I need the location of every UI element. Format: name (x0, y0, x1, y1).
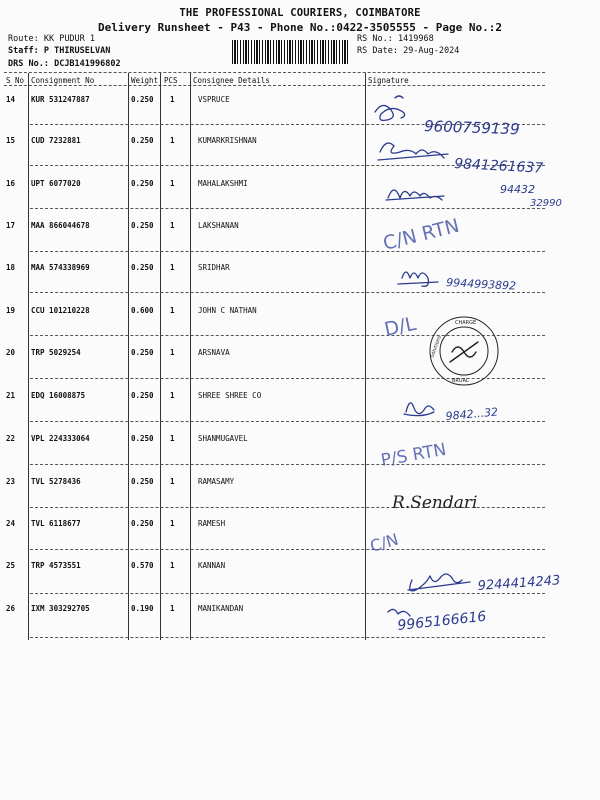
row-consignee: SHREE SHREE CO (198, 391, 262, 400)
row-consignee: SHANMUGAVEL (198, 434, 248, 443)
rs-number-label: RS No.: (357, 34, 393, 44)
rs-date-value: 29-Aug-2024 (403, 46, 460, 56)
row-weight: 0.190 (131, 604, 154, 613)
handwritten-phone: 9842...32 (445, 405, 499, 423)
row-consignee: JOHN C NATHAN (198, 306, 257, 315)
row-consignment-no: TVL 5278436 (31, 477, 81, 486)
col-header-consignment: Consignment No (31, 76, 95, 85)
stamp-text: CHARGE (455, 320, 477, 326)
row-weight: 0.250 (131, 136, 154, 145)
row-consignment-no: CCU 101210228 (31, 306, 90, 315)
handwritten-phone: 9841261637 (453, 156, 544, 177)
row-consignee: KUMARKRISHNAN (198, 136, 257, 145)
row-consignment-no: IXM 303292705 (31, 604, 90, 613)
row-sno: 20 (6, 348, 16, 357)
signature-scribble (386, 190, 444, 200)
row-pcs: 1 (170, 561, 175, 570)
row-pcs: 1 (170, 179, 175, 188)
row-sno: 21 (6, 391, 16, 400)
signature-scribble (378, 143, 448, 160)
drs-label: DRS No.: (8, 59, 49, 69)
signature-scribble (408, 574, 470, 591)
row-weight: 0.250 (131, 391, 154, 400)
stamp-text: BRUAL (452, 378, 469, 384)
row-consignee: ARSNAVA (198, 348, 230, 357)
rs-date-label: RS Date: (357, 46, 398, 56)
row-consignment-no: TRP 4573551 (31, 561, 81, 570)
row-sno: 18 (6, 263, 16, 272)
handwritten-phone: 94432 (500, 183, 535, 196)
row-pcs: 1 (170, 348, 175, 357)
handwritten-phone: 9965166616 (396, 608, 488, 634)
row-sno: 25 (6, 561, 16, 570)
row-consignment-no: MAA 866044678 (31, 221, 90, 230)
row-sno: 24 (6, 519, 16, 528)
runsheet-subtitle: Delivery Runsheet - P43 - Phone No.:0422-3505555 - Page No.:2 (98, 21, 502, 34)
row-sno: 14 (6, 95, 16, 104)
drs-value: DCJB141996802 (54, 59, 121, 69)
row-pcs: 1 (170, 221, 175, 230)
route-value: KK PUDUR 1 (43, 34, 96, 44)
row-weight: 0.250 (131, 263, 154, 272)
row-consignment-no: MAA 574338969 (31, 263, 90, 272)
signature-scribble (398, 272, 438, 286)
handwritten-phone: 9944993892 (445, 276, 517, 293)
row-sno: 23 (6, 477, 16, 486)
row-sno: 16 (6, 179, 16, 188)
handwritten-note: D/L (382, 312, 418, 341)
handwritten-phone: 9600759139 (423, 117, 520, 139)
row-weight: 0.250 (131, 179, 154, 188)
row-consignment-no: TRP 5029254 (31, 348, 81, 357)
handwritten-note: C/N RTN (380, 214, 462, 255)
handwritten-note: P/S RTN (379, 439, 448, 471)
row-weight: 0.570 (131, 561, 154, 570)
row-consignment-no: EDQ 16008875 (31, 391, 86, 400)
row-weight: 0.250 (131, 519, 154, 528)
stamp-text: Solutions (429, 335, 443, 359)
row-weight: 0.250 (131, 221, 154, 230)
route-label: Route: (8, 34, 39, 44)
row-pcs: 1 (170, 604, 175, 613)
row-pcs: 1 (170, 95, 175, 104)
row-pcs: 1 (170, 306, 175, 315)
row-weight: 0.600 (131, 306, 154, 315)
row-consignment-no: TVL 6118677 (31, 519, 81, 528)
row-consignment-no: KUR 531247887 (31, 95, 90, 104)
col-header-pcs: PCS (164, 76, 178, 85)
col-header-weight: Weight (131, 76, 159, 85)
row-consignee: RAMASAMY (198, 477, 235, 486)
row-consignee: VSPRUCE (198, 95, 230, 104)
handwritten-note: C/N (367, 529, 401, 556)
row-pcs: 1 (170, 477, 175, 486)
staff-value: P THIRUSELVAN (43, 46, 111, 56)
row-pcs: 1 (170, 434, 175, 443)
row-consignee: KANNAN (198, 561, 226, 570)
row-consignee: SRIDHAR (198, 263, 230, 272)
row-consignee: RAMESH (198, 519, 226, 528)
handwritten-name: R.Sendari (392, 493, 478, 513)
col-header-sno: S No (6, 76, 25, 85)
row-consignee: MAHALAKSHMI (198, 179, 248, 188)
stamp (430, 317, 498, 385)
row-sno: 22 (6, 434, 16, 443)
row-consignee: MANIKANDAN (198, 604, 244, 613)
signature-scribble (388, 609, 410, 616)
row-sno: 15 (6, 136, 16, 145)
row-consignee: LAKSHANAN (198, 221, 239, 230)
row-sno: 26 (6, 604, 16, 613)
company-title: THE PROFESSIONAL COURIERS, COIMBATORE (179, 7, 421, 19)
row-sno: 19 (6, 306, 16, 315)
row-consignment-no: VPL 224333064 (31, 434, 90, 443)
col-header-signature: Signature (368, 76, 409, 85)
row-pcs: 1 (170, 519, 175, 528)
col-header-consignee: Consignee Details (193, 76, 270, 85)
handwritten-phone: 9244414243 (477, 573, 561, 594)
row-consignment-no: UPT 6077020 (31, 179, 81, 188)
row-pcs: 1 (170, 263, 175, 272)
handwritten-phone: 32990 (530, 198, 562, 209)
signature-scribble (404, 403, 434, 416)
rs-number-value: 1419968 (397, 34, 434, 44)
row-weight: 0.250 (131, 348, 154, 357)
row-consignment-no: CUD 7232881 (31, 136, 81, 145)
row-weight: 0.250 (131, 434, 154, 443)
row-sno: 17 (6, 221, 16, 230)
staff-label: Staff: (8, 46, 39, 56)
row-pcs: 1 (170, 136, 175, 145)
signature-scribble (375, 96, 405, 120)
row-weight: 0.250 (131, 477, 154, 486)
row-pcs: 1 (170, 391, 175, 400)
row-weight: 0.250 (131, 95, 154, 104)
